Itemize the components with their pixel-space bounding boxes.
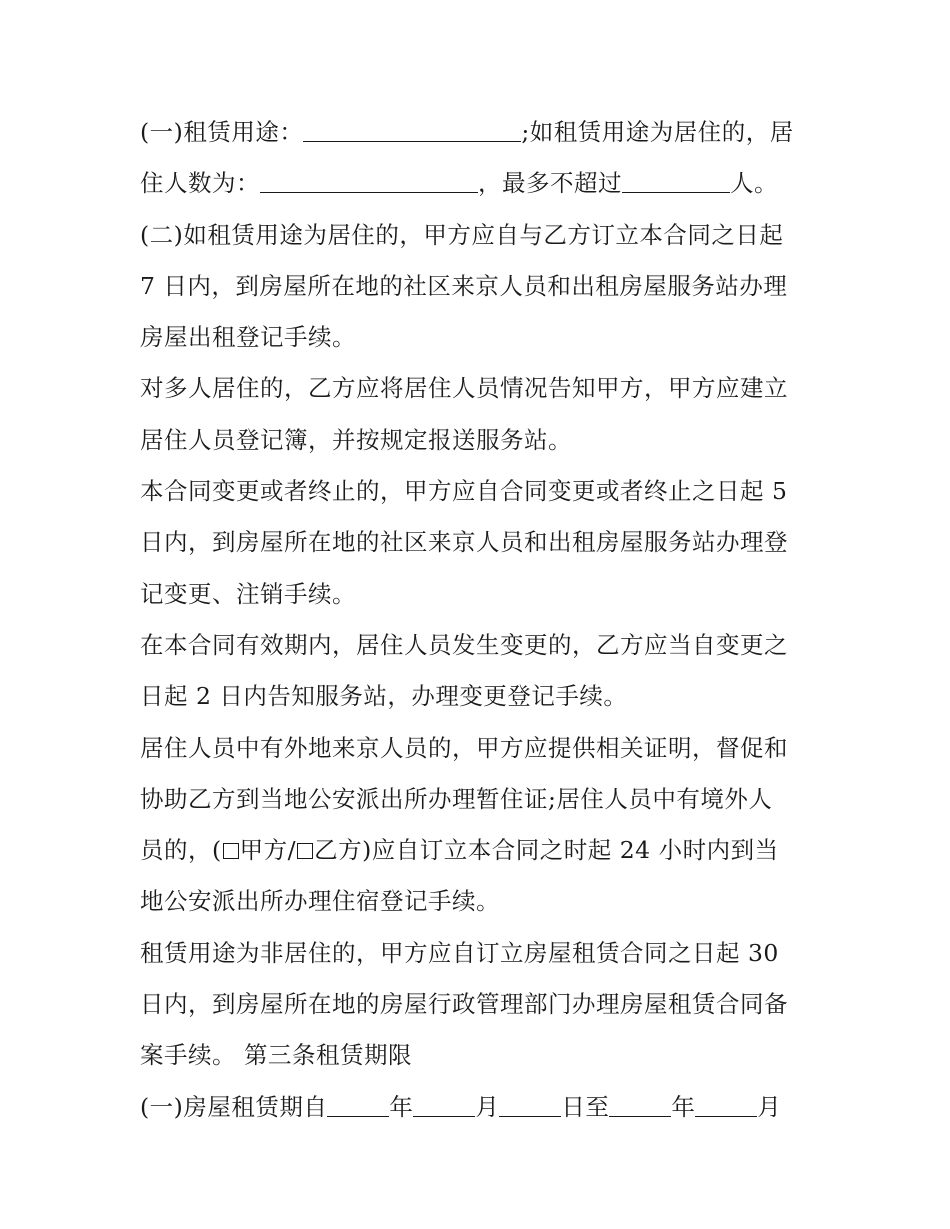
text-line: 案手续。 第三条租赁期限 bbox=[140, 1041, 412, 1070]
text-segment: 甲方/ bbox=[239, 836, 297, 865]
text-line bbox=[140, 1082, 820, 1133]
text-line bbox=[140, 107, 820, 158]
text-line bbox=[140, 158, 820, 209]
text-line: 房屋出租登记手续。 bbox=[140, 323, 356, 352]
fill-in-blank[interactable] bbox=[695, 1095, 757, 1117]
text-segment: 日至 bbox=[561, 1092, 610, 1121]
text-segment: 月 bbox=[757, 1092, 782, 1121]
text-line: 地公安派出所办理住宿登记手续。 bbox=[140, 887, 500, 916]
text-segment: 月 bbox=[475, 1092, 500, 1121]
text-line: 本合同变更或者终止的，甲方应自合同变更或者终止之日起 5 bbox=[140, 477, 788, 506]
text-line: 居住人员中有外地来京人员的，甲方应提供相关证明，督促和 bbox=[140, 733, 788, 762]
fill-in-blank[interactable] bbox=[327, 1095, 389, 1117]
text-segment: (一)房屋租赁期自 bbox=[140, 1092, 328, 1121]
text-line: 协助乙方到当地公安派出所办理暂住证;居住人员中有境外人 bbox=[140, 784, 773, 813]
text-line: 日起 2 日内告知服务站，办理变更登记手续。 bbox=[140, 682, 628, 711]
text-line: 对多人居住的，乙方应将居住人员情况告知甲方，甲方应建立 bbox=[140, 374, 788, 403]
text-line: 居住人员登记簿，并按规定报送服务站。 bbox=[140, 425, 572, 454]
fill-in-blank[interactable] bbox=[413, 1095, 475, 1117]
text-segment: (一)租赁用途： bbox=[140, 118, 304, 146]
text-segment: 年 bbox=[671, 1092, 696, 1121]
text-segment: 乙方)应自订立本合同之时起 24 小时内到当 bbox=[314, 836, 779, 865]
document-body bbox=[140, 107, 820, 1133]
fill-in-blank[interactable] bbox=[622, 171, 730, 193]
fill-in-blank[interactable] bbox=[609, 1095, 671, 1117]
fill-in-blank[interactable] bbox=[260, 171, 478, 193]
text-line: 7 日内，到房屋所在地的社区来京人员和出租房屋服务站办理 bbox=[140, 271, 788, 300]
text-line: 租赁用途为非居住的，甲方应自订立房屋租赁合同之日起 30 bbox=[140, 938, 779, 967]
checkbox-party-a[interactable] bbox=[223, 843, 239, 859]
text-segment: ;如租赁用途为居住的，居 bbox=[521, 118, 794, 146]
text-line bbox=[140, 825, 820, 876]
text-line: 记变更、注销手续。 bbox=[140, 579, 356, 608]
text-segment: ，最多不超过 bbox=[478, 169, 622, 198]
text-line: 日内，到房屋所在地的社区来京人员和出租房屋服务站办理登 bbox=[140, 528, 788, 557]
fill-in-blank[interactable] bbox=[499, 1095, 561, 1117]
text-segment: 人。 bbox=[730, 169, 778, 198]
text-segment: 住人数为： bbox=[140, 169, 260, 198]
text-segment: 年 bbox=[389, 1092, 414, 1121]
text-line: 日内，到房屋所在地的房屋行政管理部门办理房屋租赁合同备 bbox=[140, 990, 788, 1019]
checkbox-party-b[interactable] bbox=[297, 843, 313, 859]
text-line: (二)如租赁用途为居住的，甲方应自与乙方订立本合同之日起 bbox=[140, 220, 784, 249]
fill-in-blank[interactable] bbox=[303, 120, 521, 142]
text-line: 在本合同有效期内，居住人员发生变更的，乙方应当自变更之 bbox=[140, 630, 788, 659]
text-segment: 员的，( bbox=[140, 836, 222, 865]
